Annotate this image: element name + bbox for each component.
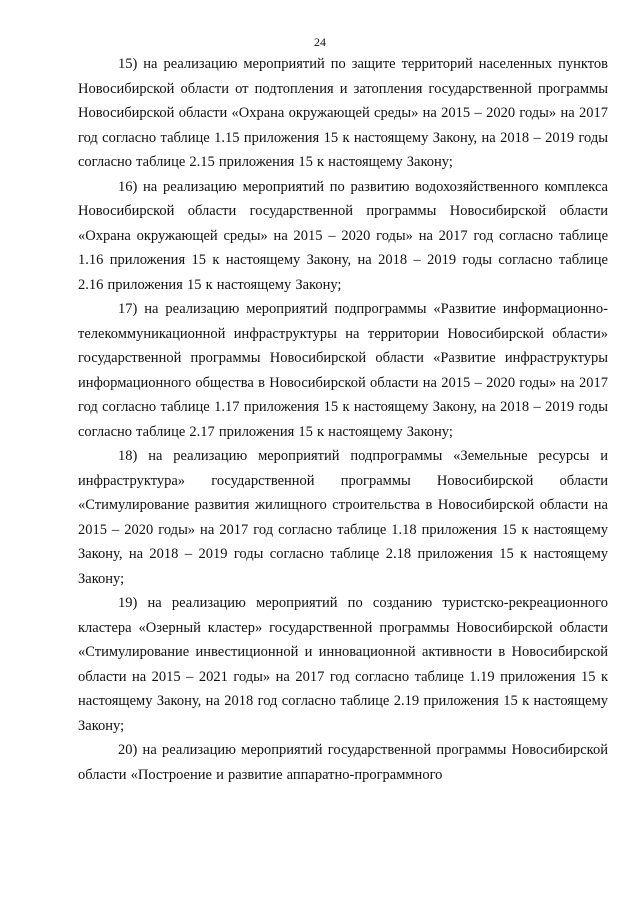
paragraph-20: 20) на реализацию мероприятий государственной программы Новосибирской области «Построение и развитие аппаратно-программного	[78, 742, 608, 783]
paragraph-17: 17) на реализацию мероприятий подпрограммы «Развитие информационно-телекоммуникационной инфраструктуры на территории Новосибирской области» государственной программы Новосибирской области «Развитие инфраструктуры информационного общества в Новосибирской области на 2015 – 2020 годы» на 2017 год согласно таблице 1.17 приложения 15 к настоящему Закону, на 2018 – 2019 годы согласно таблице 2.17 приложения 15 к настоящему Закону;	[78, 301, 608, 440]
page-number: 24	[314, 35, 326, 49]
paragraph-15: 15) на реализацию мероприятий по защите территорий населенных пунктов Новосибирской области от подтопления и затопления государственной программы Новосибирской области «Охрана окружающей среды» на 2015 – 2020 годы» на 2017 год согласно таблице 1.15 приложения 15 к настоящему Закону, на 2018 – 2019 годы согласно таблице 2.15 приложения 15 к настоящему Закону;	[78, 56, 608, 170]
paragraph-19: 19) на реализацию мероприятий по созданию туристско-рекреационного кластера «Озерный кластер» государственной программы Новосибирской области «Стимулирование инвестиционной и инновационной активности в Новосибирской области на 2015 – 2021 годы» на 2017 год согласно таблице 1.19 приложения 15 к настоящему Закону, на 2018 год согласно таблице 2.19 приложения 15 к настоящему Закону;	[78, 595, 608, 734]
document-body	[78, 52, 608, 787]
paragraph-18: 18) на реализацию мероприятий подпрограммы «Земельные ресурсы и инфраструктура» государственной программы Новосибирской области «Стимулирование развития жилищного строительства в Новосибирской области на 2015 – 2020 годы» на 2017 год согласно таблице 1.18 приложения 15 к настоящему Закону, на 2018 – 2019 годы согласно таблице 2.18 приложения 15 к настоящему Закону;	[78, 448, 608, 587]
paragraph-16: 16) на реализацию мероприятий по развитию водохозяйственного комплекса Новосибирской области государственной программы Новосибирской области «Охрана окружающей среды» на 2015 – 2020 годы» на 2017 год согласно таблице 1.16 приложения 15 к настоящему Закону, на 2018 – 2019 годы согласно таблице 2.16 приложения 15 к настоящему Закону;	[78, 178, 608, 293]
